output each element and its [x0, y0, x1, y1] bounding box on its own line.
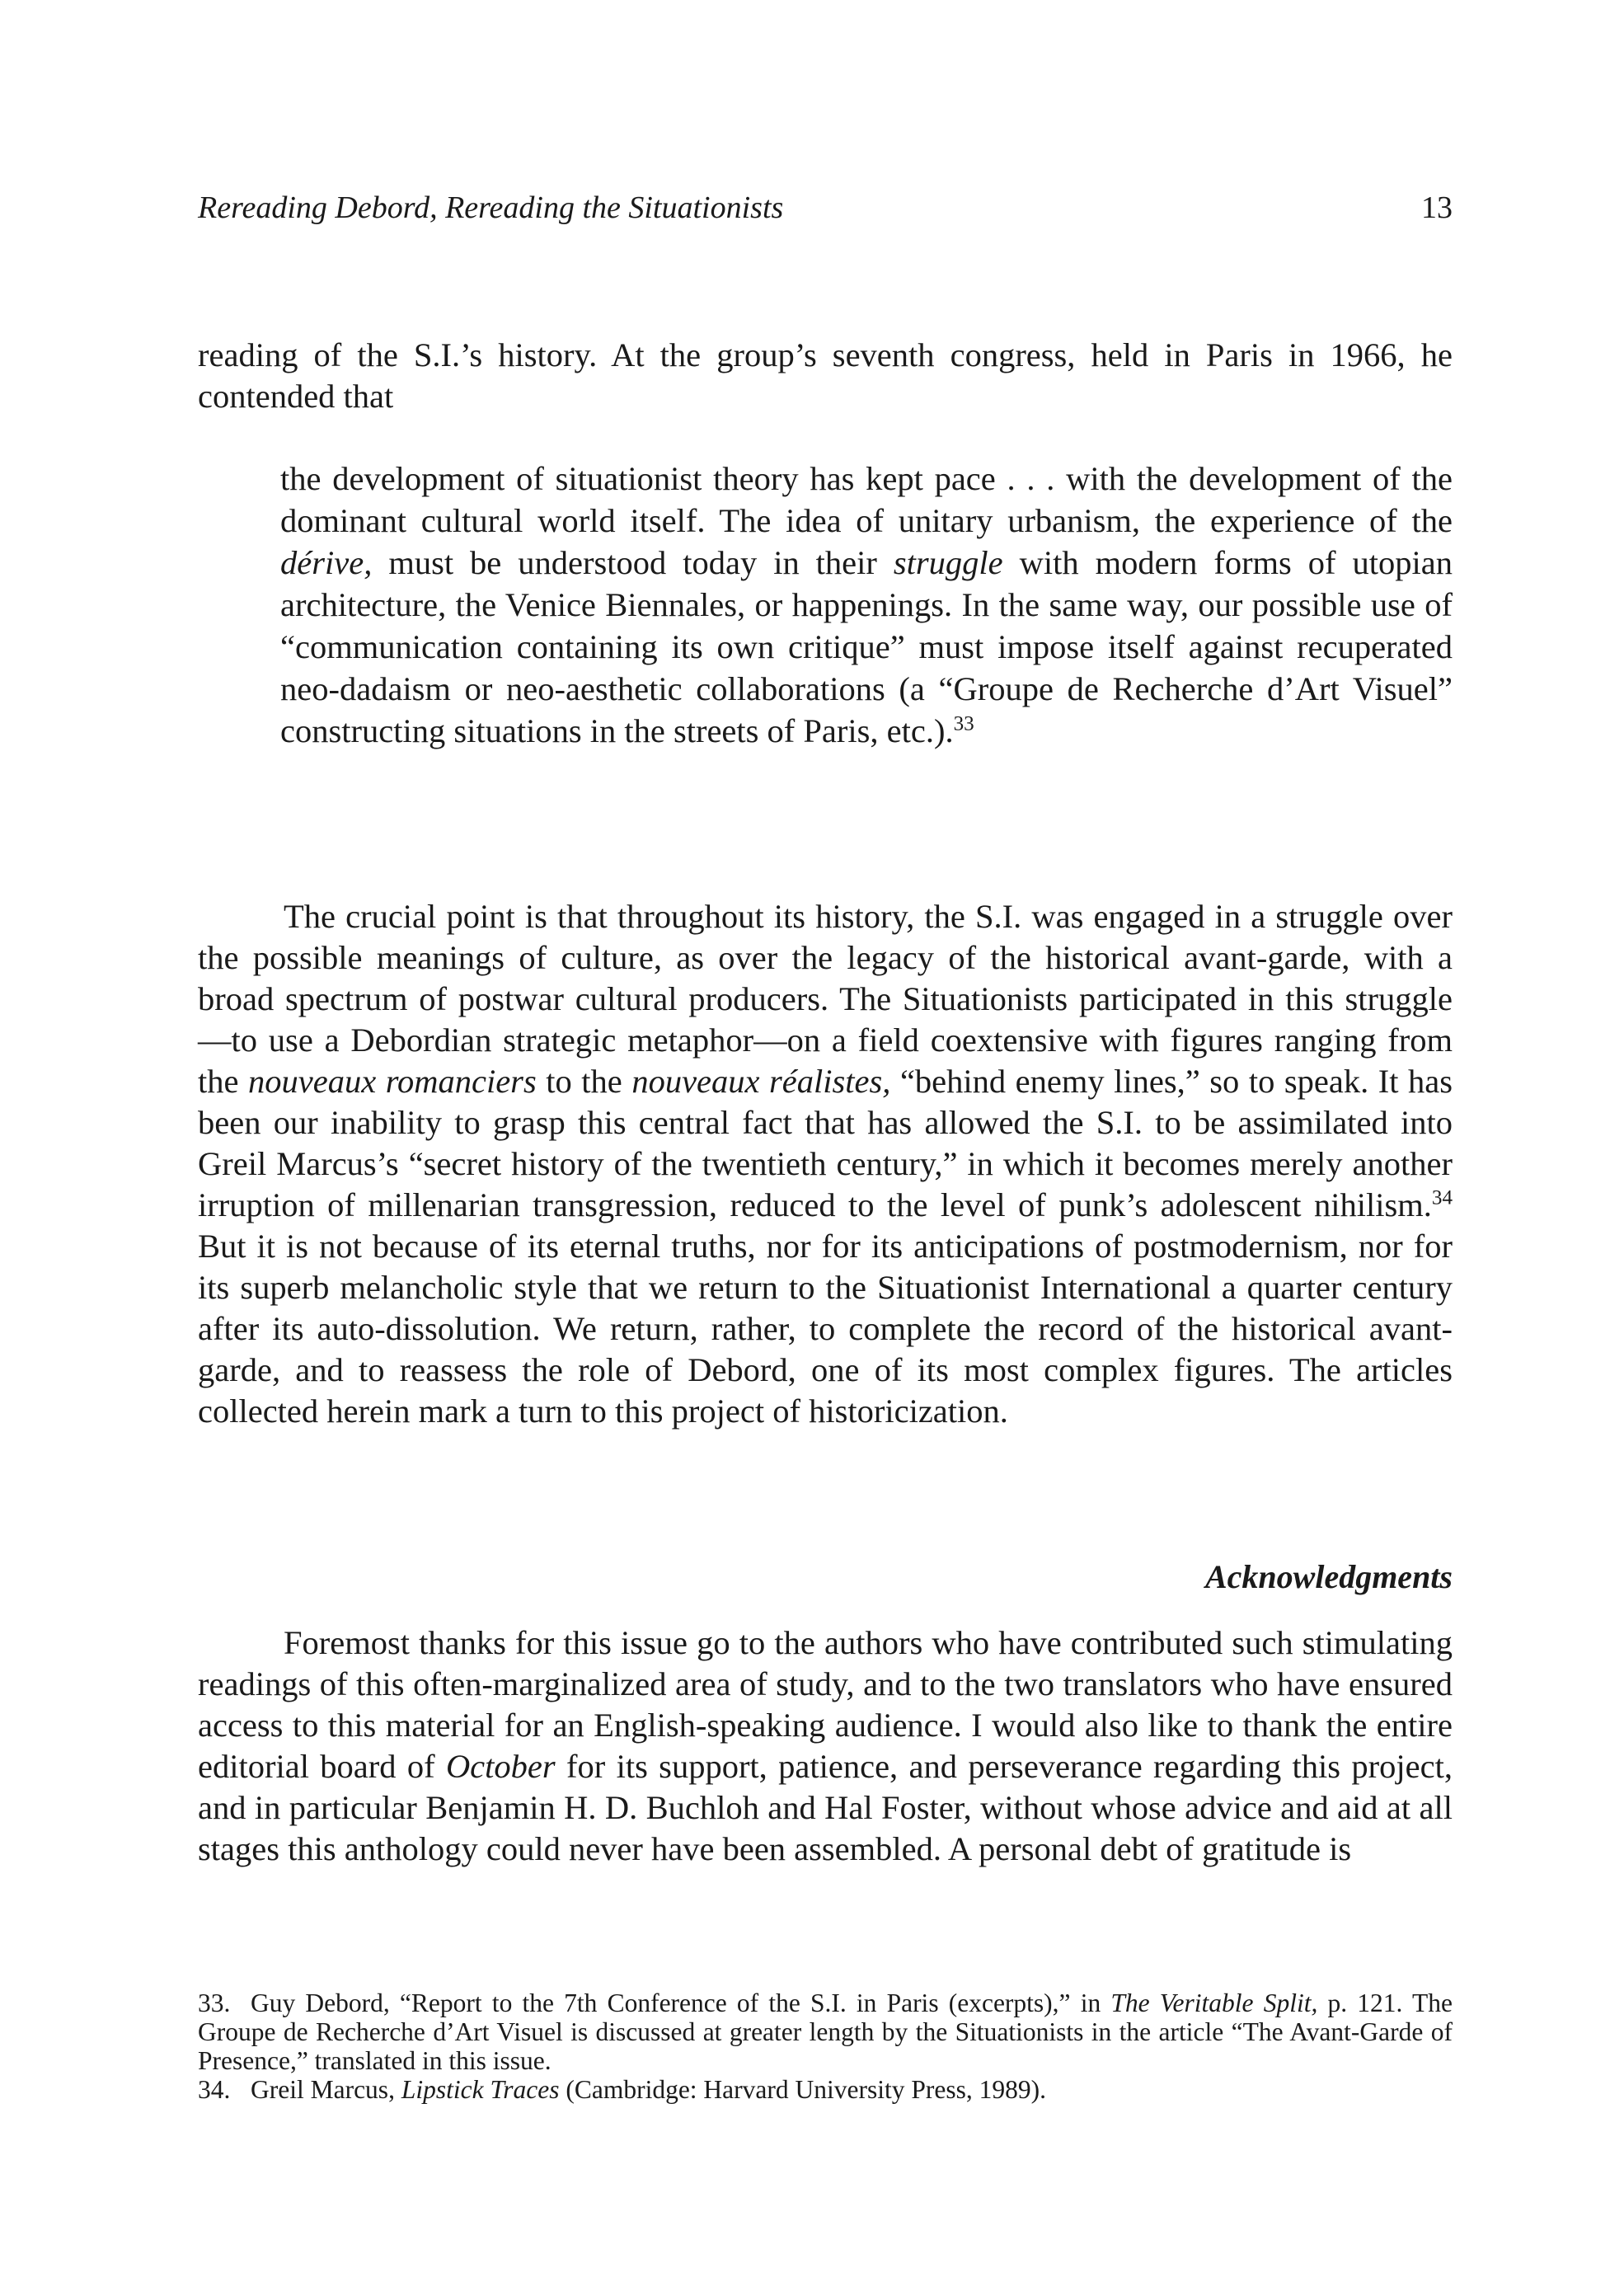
footnote-33	[198, 1989, 1453, 2075]
footnote-ref-33[interactable]: 33	[953, 712, 974, 735]
main-paragraph	[198, 896, 1453, 1432]
quote-text: must be understood today in their	[372, 544, 894, 581]
ack-text: Foremost thanks for this issue go to the authors who have contributed such stimulating readings of this often-marginalized area of study, and to the two translators who have ensured access to this material for an English-speaking audience. I would also like to thank the entire editorial board of	[198, 1624, 1453, 1785]
acknowledgments-paragraph	[198, 1622, 1453, 1870]
quote-derive: dérive,	[280, 544, 373, 581]
footnote-title: The Veritable Split,	[1110, 1989, 1318, 2017]
footnotes	[198, 1989, 1453, 2104]
footnote-text: Guy Debord, “Report to the 7th Conference of the S.I. in Paris (excerpts),” in	[251, 1989, 1111, 2017]
main-text: But it is not because of its eternal truths, nor for its anticipations of postmodernism, nor for its superb melancholic style that we return to the Situationist International a quarter century after its auto-dissolution. We return, rather, to complete the record of the historical avant-garde, and to reassess the role of Debord, one of its most complex figures. The articles collected herein mark a turn to this project of historicization.	[198, 1228, 1453, 1430]
footnote-label: 33.	[198, 1989, 231, 2017]
main-text: to the	[536, 1063, 632, 1100]
quote-struggle: struggle	[893, 544, 1003, 581]
lead-paragraph: reading of the S.I.’s history. At the group’s seventh congress, held in Paris in 1966, he contended that	[198, 336, 1453, 415]
main-text: The crucial point is that throughout its history, the S.I. was engaged in a struggle over the possible meanings of culture, as over the legacy of the historical avant-garde, with a broad spectrum of postwar cultural producers. The Situationists participated in this struggle—to use a Debordian strategic metaphor—on a field coextensive with figures ranging from the	[198, 898, 1453, 1100]
acknowledgments-heading: Acknowledgments	[1204, 1558, 1453, 1595]
quote-text: with modern forms of utopian architecture, the Venice Biennales, or happenings. In the same way, our possible use of “communication containing its own critique” must impose itself against recuperated neo-dadaism or neo-aesthetic collaborations (a “Groupe de Recherche d’Art Visuel” constructing situations in the streets of Paris, etc.).	[280, 544, 1453, 749]
main-realistes: nouveaux réalistes,	[631, 1063, 891, 1100]
main-text: “behind enemy lines,” so to speak. It has been our inability to grasp this central fact that has allowed the S.I. to be assimilated into Greil Marcus’s “secret history of the twentieth century,” in which it becomes merely another irruption of millenarian transgression, reduced to the level of punk’s adolescent nihilism.	[198, 1063, 1453, 1223]
ack-text: for its support, patience, and perseverance regarding this project, and in particular Benjamin H. D. Buchloh and Hal Foster, without whose advice and aid at all stages this anthology could never have been assembled. A personal debt of gratitude is	[198, 1748, 1453, 1867]
running-head	[198, 183, 1453, 232]
main-romanciers: nouveaux romanciers	[248, 1063, 537, 1100]
ack-journal: October	[445, 1748, 556, 1785]
footnote-title: Lipstick Traces	[401, 2075, 560, 2104]
footnote-text: Greil Marcus,	[251, 2075, 401, 2104]
footnote-text: p. 121. The Groupe de Recherche d’Art Visuel is discussed at greater length by the Situationists in the article “The Avant-Garde of Presence,” translated in this issue.	[198, 1989, 1453, 2075]
footnote-label: 34.	[198, 2075, 231, 2104]
footnote-ref-34[interactable]: 34	[1431, 1186, 1453, 1209]
quote-text: the development of situationist theory has kept pace . . . with the development of the dominant cultural world itself. The idea of unitary urbanism, the experience of the	[280, 460, 1453, 539]
running-title: Rereading Debord, Rereading the Situationists	[198, 190, 784, 225]
footnote-text: (Cambridge: Harvard University Press, 1989).	[559, 2075, 1046, 2104]
footnote-34	[198, 2075, 1453, 2104]
page-number: 13	[1421, 190, 1453, 225]
block-quote	[280, 458, 1453, 752]
